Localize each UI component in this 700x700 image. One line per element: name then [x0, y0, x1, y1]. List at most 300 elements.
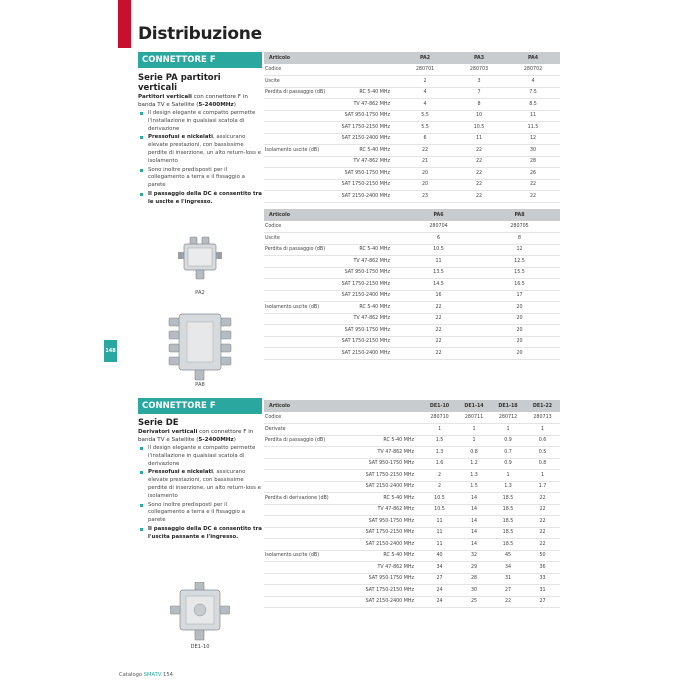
table-row	[264, 145, 560, 157]
table-row	[264, 585, 560, 597]
band-cell: TV 47-862 MHz	[328, 313, 398, 325]
column-header: Articolo	[264, 209, 398, 221]
parameter-cell	[264, 133, 328, 145]
band-cell: SAT 950-1750 MHz	[334, 516, 422, 528]
value-cell: 22	[525, 516, 560, 528]
value-cell: 1	[457, 424, 491, 436]
value-cell: 7	[452, 87, 506, 99]
table-row	[264, 470, 560, 482]
table-row	[264, 412, 560, 424]
column-header: PA6	[398, 209, 479, 221]
table-row	[264, 481, 560, 493]
value-cell: 17	[479, 290, 560, 302]
table-row	[264, 244, 560, 256]
table-row	[264, 527, 560, 539]
value-cell: 1.6	[422, 458, 457, 470]
column-header: Articolo	[264, 400, 422, 412]
band-cell: SAT 1750-2150 MHz	[334, 470, 422, 482]
band-cell: SAT 1750-2150 MHz	[328, 336, 398, 348]
table-row	[264, 99, 560, 111]
band-cell: TV 47-862 MHz	[334, 504, 422, 516]
value-cell: 11.5	[506, 122, 560, 134]
value-cell: 23	[398, 191, 452, 203]
value-cell: 14	[457, 539, 491, 551]
parameter-cell	[264, 504, 334, 516]
value-cell: 22	[506, 179, 560, 191]
table-row	[264, 348, 560, 360]
parameter-cell	[264, 585, 334, 597]
value-cell: 10.5	[452, 122, 506, 134]
column-header: Articolo	[264, 52, 398, 64]
value-cell: 1.3	[422, 447, 457, 459]
band-cell: RC 5-40 MHz	[328, 87, 398, 99]
table-row	[264, 168, 560, 180]
band-cell: TV 47-862 MHz	[334, 562, 422, 574]
band-cell: SAT 1750-2150 MHz	[334, 527, 422, 539]
value-cell: 11	[452, 133, 506, 145]
value-cell: 22	[398, 313, 479, 325]
value-cell: 30	[506, 145, 560, 157]
table-row	[264, 573, 560, 585]
value-cell: 10.5	[422, 493, 457, 505]
value-cell: 280712	[491, 412, 525, 424]
table-row	[264, 279, 560, 291]
parameter-cell: Codice	[264, 64, 328, 76]
value-cell: 22	[452, 168, 506, 180]
column-header: PA3	[452, 52, 506, 64]
column-header: DE1-22	[525, 400, 560, 412]
table-row	[264, 267, 560, 279]
band-cell: TV 47-862 MHz	[328, 156, 398, 168]
band-cell: SAT 1750-2150 MHz	[334, 585, 422, 597]
value-cell: 27	[422, 573, 457, 585]
pa-series-title: Serie PA partitori verticali	[138, 73, 221, 93]
parameter-cell	[264, 516, 334, 528]
de-intro-bold: Derivatori verticali	[138, 429, 198, 435]
value-cell: 18.5	[491, 527, 525, 539]
band-cell: SAT 1750-2150 MHz	[328, 122, 398, 134]
de-intro	[138, 428, 262, 444]
value-cell: 280705	[479, 221, 560, 233]
value-cell: 27	[525, 596, 560, 608]
parameter-cell: Uscite	[264, 233, 328, 245]
band-cell: SAT 1750-2150 MHz	[328, 279, 398, 291]
column-header: PA4	[506, 52, 560, 64]
parameter-cell: Codice	[264, 221, 328, 233]
parameter-cell: Isolamento uscite (dB)	[264, 145, 328, 157]
band-cell	[334, 424, 422, 436]
value-cell: 22	[525, 504, 560, 516]
list-item: Pressofusi e nickelati, assicurano elevate prestazioni, con bassissime perdite di inserzione, un alto return-loss e isolamento	[138, 134, 262, 165]
band-cell: SAT 2150-2400 MHz	[328, 290, 398, 302]
value-cell: 2	[422, 470, 457, 482]
table-row	[264, 458, 560, 470]
value-cell: 29	[457, 562, 491, 574]
value-cell: 0.9	[491, 458, 525, 470]
table-row	[264, 179, 560, 191]
band-cell: RC 5-40 MHz	[334, 493, 422, 505]
parameter-cell	[264, 336, 328, 348]
parameter-cell	[264, 122, 328, 134]
value-cell: 0.9	[491, 435, 525, 447]
band-cell: SAT 2150-2400 MHz	[334, 539, 422, 551]
value-cell: 25	[457, 596, 491, 608]
value-cell: 280703	[452, 64, 506, 76]
pa2-product	[138, 236, 262, 296]
value-cell: 5.5	[398, 110, 452, 122]
value-cell: 27	[491, 585, 525, 597]
value-cell: 20	[479, 336, 560, 348]
table-row	[264, 302, 560, 314]
value-cell: 18.5	[491, 516, 525, 528]
parameter-cell	[264, 539, 334, 551]
value-cell: 1	[525, 470, 560, 482]
value-cell: 22	[525, 527, 560, 539]
value-cell: 6	[398, 233, 479, 245]
column-header: PA2	[398, 52, 452, 64]
parameter-cell	[264, 458, 334, 470]
parameter-cell: Derivate	[264, 424, 334, 436]
section-color-tab	[118, 0, 131, 48]
value-cell: 280710	[422, 412, 457, 424]
column-header: DE1-18	[491, 400, 525, 412]
table-header-row	[264, 400, 560, 412]
value-cell: 22	[452, 191, 506, 203]
value-cell: 20	[479, 325, 560, 337]
list-item: Il design elegante e compatto permette l'installazione in qualsiasi scatola di derivazione	[138, 110, 262, 133]
value-cell: 1	[457, 435, 491, 447]
parameter-cell	[264, 191, 328, 203]
value-cell: 3	[452, 76, 506, 88]
column-header: PA8	[479, 209, 560, 221]
value-cell: 4	[506, 76, 560, 88]
value-cell: 34	[422, 562, 457, 574]
page-footer	[119, 672, 173, 678]
parameter-cell	[264, 573, 334, 585]
pa2-caption: PA2	[195, 290, 205, 296]
parameter-cell	[264, 279, 328, 291]
table-row	[264, 596, 560, 608]
value-cell: 10	[452, 110, 506, 122]
footer-page: 154	[161, 672, 173, 678]
band-cell: SAT 2150-2400 MHz	[328, 191, 398, 203]
value-cell: 1	[491, 470, 525, 482]
value-cell: 1.5	[422, 435, 457, 447]
value-cell: 15.5	[479, 267, 560, 279]
parameter-cell: Uscite	[264, 76, 328, 88]
value-cell: 280702	[506, 64, 560, 76]
band-cell: SAT 950-1750 MHz	[328, 168, 398, 180]
pa-intro-end: )	[233, 102, 236, 108]
value-cell: 10.5	[422, 504, 457, 516]
value-cell: 1.2	[457, 458, 491, 470]
table-header-row	[264, 52, 560, 64]
parameter-cell: Perdita di derivazione (dB)	[264, 493, 334, 505]
value-cell: 22	[525, 493, 560, 505]
value-cell: 0.6	[525, 435, 560, 447]
value-cell: 2	[422, 481, 457, 493]
parameter-cell	[264, 596, 334, 608]
value-cell: 8.5	[506, 99, 560, 111]
value-cell: 22	[506, 191, 560, 203]
value-cell: 26	[506, 168, 560, 180]
parameter-cell	[264, 290, 328, 302]
value-cell: 14	[457, 504, 491, 516]
value-cell: 14.5	[398, 279, 479, 291]
table-row	[264, 221, 560, 233]
band-cell: RC 5-40 MHz	[328, 145, 398, 157]
value-cell: 12	[479, 244, 560, 256]
band-cell	[334, 412, 422, 424]
parameter-cell	[264, 348, 328, 360]
column-header: DE1-14	[457, 400, 491, 412]
value-cell: 8	[452, 99, 506, 111]
band-cell: SAT 950-1750 MHz	[334, 573, 422, 585]
pa-intro	[138, 93, 262, 109]
pa-feature-list	[138, 110, 262, 207]
value-cell: 0.8	[525, 458, 560, 470]
value-cell: 1.3	[457, 470, 491, 482]
value-cell: 22	[398, 302, 479, 314]
value-cell: 1	[422, 424, 457, 436]
value-cell: 11	[422, 539, 457, 551]
value-cell: 21	[398, 156, 452, 168]
band-cell: SAT 2150-2400 MHz	[334, 596, 422, 608]
table-body	[264, 412, 560, 608]
value-cell: 22	[525, 539, 560, 551]
list-item: Il passaggio della DC è consentito tra le uscite e l'ingresso.	[138, 191, 262, 207]
parameter-cell	[264, 99, 328, 111]
table-row	[264, 156, 560, 168]
value-cell: 22	[398, 325, 479, 337]
value-cell: 10.5	[398, 244, 479, 256]
band-cell: TV 47-862 MHz	[328, 256, 398, 268]
band-cell	[328, 233, 398, 245]
value-cell: 20	[479, 302, 560, 314]
de-intro-end: )	[233, 437, 236, 443]
value-cell: 50	[525, 550, 560, 562]
value-cell: 20	[398, 179, 452, 191]
parameter-cell	[264, 267, 328, 279]
de-feature-list	[138, 445, 262, 542]
value-cell: 4	[398, 87, 452, 99]
pa2-splitter-image	[178, 236, 222, 290]
page-number-badge: 148	[104, 340, 117, 362]
value-cell: 280713	[525, 412, 560, 424]
table-row	[264, 87, 560, 99]
table-header-row	[264, 209, 560, 221]
footer-text: Catalogo	[119, 672, 144, 678]
value-cell: 22	[491, 596, 525, 608]
value-cell: 12.5	[479, 256, 560, 268]
band-cell: SAT 950-1750 MHz	[328, 325, 398, 337]
band-cell: SAT 2150-2400 MHz	[328, 133, 398, 145]
table-body	[264, 221, 560, 359]
value-cell: 11	[398, 256, 479, 268]
de-series-title: Serie DE	[138, 418, 179, 428]
band-cell: SAT 1750-2150 MHz	[328, 179, 398, 191]
value-cell: 8	[479, 233, 560, 245]
pa-connector-bar: CONNETTORE F	[138, 52, 262, 68]
table-row	[264, 504, 560, 516]
de-intro-band: 5-2400MHz	[198, 437, 234, 443]
value-cell: 14	[457, 516, 491, 528]
band-cell: RC 5-40 MHz	[328, 302, 398, 314]
table-row	[264, 110, 560, 122]
value-cell: 6	[398, 133, 452, 145]
value-cell: 4	[398, 99, 452, 111]
value-cell: 11	[422, 516, 457, 528]
value-cell: 280701	[398, 64, 452, 76]
band-cell: SAT 2150-2400 MHz	[334, 481, 422, 493]
value-cell: 5.5	[398, 122, 452, 134]
table-row	[264, 313, 560, 325]
table-row	[264, 424, 560, 436]
table-row	[264, 122, 560, 134]
band-cell	[328, 221, 398, 233]
de-intro-text: con connettore F in banda TV e Satellite (	[138, 429, 254, 443]
de-connector-bar: CONNETTORE F	[138, 398, 262, 414]
value-cell: 1	[525, 424, 560, 436]
band-cell: SAT 2150-2400 MHz	[328, 348, 398, 360]
value-cell: 0.8	[457, 447, 491, 459]
value-cell: 11	[422, 527, 457, 539]
pa-intro-text: con connettore F in banda TV e Satellite (	[138, 94, 248, 108]
value-cell: 34	[491, 562, 525, 574]
pa8-splitter-image	[165, 306, 235, 382]
list-item: Sono inoltre predisposti per il collegamento a terra e il fissaggio a parete	[138, 167, 262, 190]
table-row	[264, 233, 560, 245]
list-item: Sono inoltre predisposti per il collegamento a terra e il fissaggio a parete	[138, 502, 262, 525]
parameter-cell	[264, 325, 328, 337]
table-row	[264, 290, 560, 302]
parameter-cell	[264, 447, 334, 459]
band-cell	[328, 64, 398, 76]
pa-intro-band: 5-2400MHz	[198, 102, 234, 108]
value-cell: 18.5	[491, 493, 525, 505]
table-body	[264, 64, 560, 202]
value-cell: 22	[452, 145, 506, 157]
parameter-cell: Codice	[264, 412, 334, 424]
parameter-cell	[264, 179, 328, 191]
value-cell: 14	[457, 527, 491, 539]
de1-10-caption: DE1-10	[190, 644, 210, 650]
pa-description	[138, 52, 262, 208]
value-cell: 16.5	[479, 279, 560, 291]
table-row	[264, 435, 560, 447]
list-item: Il passaggio della DC è consentito tra l'uscita passante e l'ingresso.	[138, 526, 262, 542]
list-item: Il design elegante e compatto permette l'installazione in qualsiasi scatola di derivazione	[138, 445, 262, 468]
footer-accent: SMATV	[143, 672, 162, 678]
parameter-cell	[264, 562, 334, 574]
table-row	[264, 256, 560, 268]
parameter-cell	[264, 256, 328, 268]
pa-spec-table-2	[264, 209, 560, 360]
de-spec-table	[264, 400, 560, 608]
parameter-cell: Isolamento uscite (dB)	[264, 302, 328, 314]
value-cell: 45	[491, 550, 525, 562]
band-cell: TV 47-862 MHz	[334, 447, 422, 459]
pa8-product	[138, 306, 262, 388]
value-cell: 280711	[457, 412, 491, 424]
table-row	[264, 76, 560, 88]
table-row	[264, 550, 560, 562]
pa-spec-table-1	[264, 52, 560, 203]
band-cell: RC 5-40 MHz	[334, 550, 422, 562]
de1-10-product	[138, 582, 262, 650]
value-cell: 0.7	[491, 447, 525, 459]
band-cell	[328, 76, 398, 88]
value-cell: 20	[398, 168, 452, 180]
parameter-cell	[264, 168, 328, 180]
table-row	[264, 133, 560, 145]
value-cell: 18.5	[491, 539, 525, 551]
value-cell: 20	[479, 313, 560, 325]
table-row	[264, 516, 560, 528]
value-cell: 36	[525, 562, 560, 574]
parameter-cell: Perdita di passaggio (dB)	[264, 244, 328, 256]
value-cell: 1.7	[525, 481, 560, 493]
value-cell: 28	[506, 156, 560, 168]
table-row	[264, 562, 560, 574]
value-cell: 33	[525, 573, 560, 585]
value-cell: 22	[452, 179, 506, 191]
parameter-cell	[264, 527, 334, 539]
band-cell: RC 5-40 MHz	[328, 244, 398, 256]
value-cell: 7.5	[506, 87, 560, 99]
band-cell: SAT 950-1750 MHz	[328, 110, 398, 122]
parameter-cell: Isolamento uscite (dB)	[264, 550, 334, 562]
parameter-cell	[264, 110, 328, 122]
value-cell: 280704	[398, 221, 479, 233]
table-row	[264, 539, 560, 551]
value-cell: 22	[398, 145, 452, 157]
parameter-cell	[264, 156, 328, 168]
table-row	[264, 493, 560, 505]
value-cell: 22	[452, 156, 506, 168]
table-row	[264, 191, 560, 203]
band-cell: SAT 950-1750 MHz	[334, 458, 422, 470]
parameter-cell	[264, 313, 328, 325]
value-cell: 22	[398, 336, 479, 348]
value-cell: 30	[457, 585, 491, 597]
table-row	[264, 64, 560, 76]
de-description	[138, 398, 262, 543]
value-cell: 11	[506, 110, 560, 122]
value-cell: 12	[506, 133, 560, 145]
pa8-caption: PA8	[195, 382, 205, 388]
value-cell: 18.5	[491, 504, 525, 516]
value-cell: 31	[491, 573, 525, 585]
value-cell: 24	[422, 596, 457, 608]
table-row	[264, 336, 560, 348]
value-cell: 1	[491, 424, 525, 436]
band-cell: TV 47-862 MHz	[328, 99, 398, 111]
value-cell: 16	[398, 290, 479, 302]
value-cell: 31	[525, 585, 560, 597]
table-row	[264, 447, 560, 459]
value-cell: 14	[457, 493, 491, 505]
parameter-cell	[264, 470, 334, 482]
parameter-cell: Perdita di passaggio (dB)	[264, 87, 328, 99]
value-cell: 0.5	[525, 447, 560, 459]
band-cell: SAT 950-1750 MHz	[328, 267, 398, 279]
value-cell: 2	[398, 76, 452, 88]
list-item: Pressofusi e nickelati, assicurano elevate prestazioni, con bassissime perdite di inserzione, un alto return-loss e isolamento	[138, 469, 262, 500]
value-cell: 20	[479, 348, 560, 360]
value-cell: 1.3	[491, 481, 525, 493]
pa-intro-bold: Partitori verticali	[138, 94, 192, 100]
